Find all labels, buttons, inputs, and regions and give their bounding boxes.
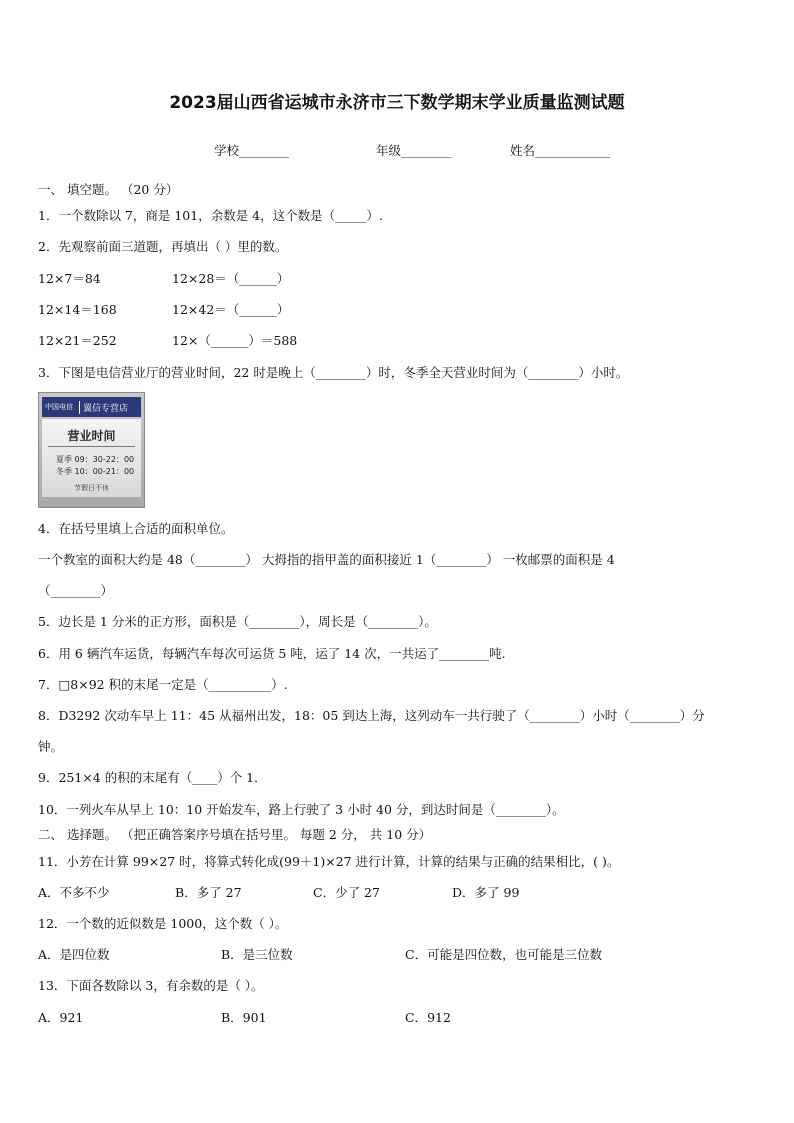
question-6: 6．用 6 辆汽车运货，每辆汽车每次可运货 5 吨，运了 14 次，一共运了________吨.	[38, 646, 506, 661]
q2-row2-left: 12×14＝168	[38, 302, 117, 317]
section2-heading: 二、 选择题。 （把正确答案序号填在括号里。 每题 2 分， 共 10 分）	[38, 827, 432, 842]
sign-header	[42, 397, 141, 417]
question-4: 4．在括号里填上合适的面积单位。	[38, 521, 234, 536]
q2-row1-left: 12×7＝84	[38, 271, 101, 286]
question-3: 3．下图是电信营业厅的营业时间，22 时是晚上（________）时，冬季全天营业时间为（________）小时。	[38, 365, 629, 380]
q4-line1: 一个教室的面积大约是 48（________） 大拇指的指甲盖的面积接近 1（________） 一枚邮票的面积是 4	[38, 552, 615, 567]
sign-heading: 营业时间	[67, 429, 116, 443]
q11-option-b: B．多了 27	[175, 885, 242, 900]
question-13: 13．下面各数除以 3，有余数的是（ ）。	[38, 978, 264, 993]
q12-option-c: C．可能是四位数，也可能是三位数	[405, 947, 603, 962]
question-12: 12．一个数的近似数是 1000，这个数（ ）。	[38, 916, 288, 931]
q4-line2: （________）	[38, 583, 114, 598]
section1-heading: 一、 填空题。 （20 分）	[38, 182, 179, 197]
question-5: 5．边长是 1 分米的正方形，面积是（________），周长是（________）。	[38, 614, 437, 629]
sign-footer: 节假日不休	[74, 484, 109, 492]
question-10: 10．一列火车从早上 10：10 开始发车，路上行驶了 3 小时 40 分，到达时间是（________）。	[38, 802, 565, 817]
q11-option-a: A．不多不少	[38, 885, 110, 900]
winter-hours: 冬季 10：00-21：00	[56, 467, 135, 476]
question-2: 2．先观察前面三道题，再填出（ ）里的数。	[38, 239, 288, 254]
sign-divider	[48, 446, 135, 447]
q2-row1-right: 12×28＝（______）	[172, 271, 290, 286]
school-field: 学校________	[214, 143, 290, 158]
exam-title: 2023届山西省运城市永济市三下数学期末学业质量监测试题	[169, 93, 625, 113]
q13-option-b: B．901	[221, 1010, 267, 1025]
q2-row3-right: 12×（______）＝588	[172, 333, 298, 348]
q2-row2-right: 12×42＝（______）	[172, 302, 290, 317]
q11-option-c: C．少了 27	[313, 885, 380, 900]
question-9: 9．251×4 的积的末尾有（____）个 1．	[38, 770, 267, 785]
question-8: 8．D3292 次动车早上 11：45 从福州出发，18：05 到达上海，这列动车一共行驶了（________）小时（________）分	[38, 708, 705, 723]
q13-option-c: C．912	[405, 1010, 451, 1025]
q13-option-a: A．921	[38, 1010, 84, 1025]
sign-board	[42, 419, 141, 497]
q11-option-d: D．多了 99	[452, 885, 520, 900]
telecom-logo: 中国电信	[45, 403, 73, 411]
q12-option-a: A．是四位数	[38, 947, 110, 962]
name-field: 姓名____________	[510, 143, 611, 158]
q2-row3-left: 12×21＝252	[38, 333, 117, 348]
business-hours-sign	[38, 392, 145, 508]
summer-hours: 夏季 09：30-22：00	[56, 455, 135, 464]
store-name: 翼信专营店	[79, 401, 128, 414]
grade-field: 年级________	[376, 143, 452, 158]
question-11: 11．小芳在计算 99×27 时，将算式转化成(99＋1)×27 进行计算，计算的结果与正确的结果相比，( )。	[38, 854, 620, 869]
q12-option-b: B．是三位数	[221, 947, 293, 962]
q8-line2: 钟。	[38, 739, 64, 754]
question-1: 1．一个数除以 7，商是 101，余数是 4，这个数是（_____）.	[38, 208, 383, 223]
question-7: 7．□8×92 积的末尾一定是（__________）.	[38, 677, 288, 692]
